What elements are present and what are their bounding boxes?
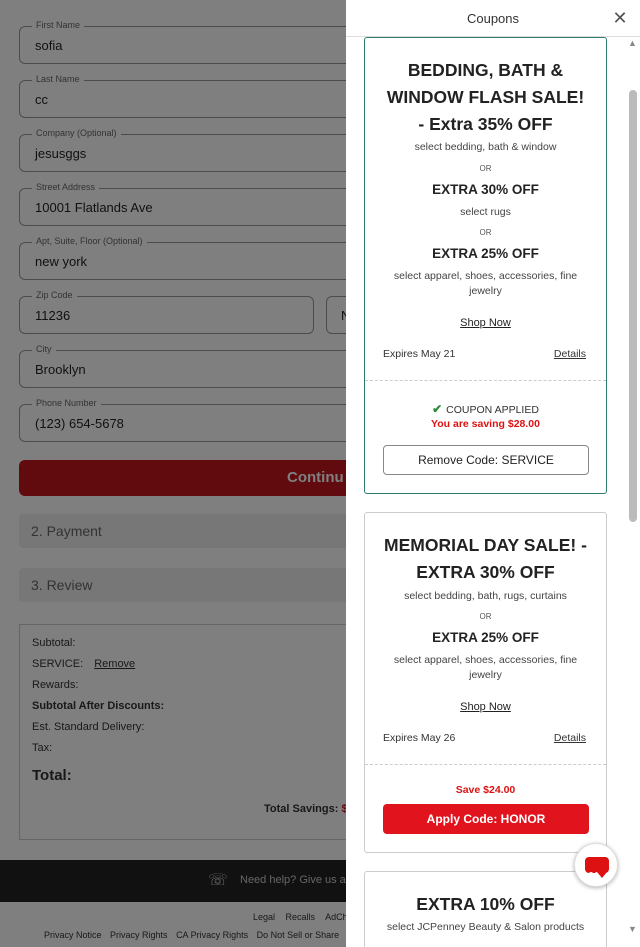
coupon-details-link[interactable]: Details (553, 732, 586, 744)
coupon-headline-line: EXTRA 10% OFF (416, 894, 555, 914)
coupon-headline (365, 891, 606, 918)
chat-button[interactable] (574, 843, 618, 887)
coupon-divider (365, 764, 606, 765)
drawer-header (346, 0, 640, 37)
coupon-applied-status (365, 402, 606, 416)
coupon-or-2: OR (479, 228, 492, 237)
coupon-headline-line: MEMORIAL DAY SALE! - (384, 535, 587, 555)
coupon-offer-2: EXTRA 25% OFF (432, 630, 539, 645)
coupon-sub-1: select bedding, bath & window (414, 141, 557, 153)
coupons-drawer (346, 0, 640, 947)
coupon-headline (365, 532, 606, 586)
scroll-up-icon[interactable]: ▲ (628, 38, 637, 48)
drawer-title: Coupons (466, 11, 520, 26)
close-icon[interactable]: ✕ (612, 8, 628, 28)
shop-now-link[interactable]: Shop Now (460, 701, 511, 713)
coupon-or-1: OR (479, 164, 492, 173)
check-icon: ✔ (432, 402, 443, 416)
coupon-card-memorial-day (364, 512, 607, 853)
chat-icon (585, 857, 609, 873)
apply-code-button[interactable]: Apply Code: HONOR (383, 804, 589, 834)
coupon-headline-line: - Extra 35% OFF (418, 114, 553, 134)
coupon-saving-text: Save $24.00 (455, 784, 516, 796)
coupon-saving-text: You are saving $28.00 (431, 418, 540, 430)
shop-now-wrap (365, 697, 606, 715)
shop-now-link[interactable]: Shop Now (460, 317, 511, 329)
coupon-offer-2: EXTRA 30% OFF (432, 182, 539, 197)
coupon-applied-text: COUPON APPLIED (446, 404, 539, 416)
coupon-details-link[interactable]: Details (553, 348, 586, 360)
coupon-headline (365, 57, 606, 138)
scroll-down-icon[interactable]: ▼ (628, 924, 637, 934)
coupon-divider (365, 380, 606, 381)
coupon-offer-3: EXTRA 25% OFF (432, 246, 539, 261)
coupon-sub-1: select bedding, bath, rugs, curtains (404, 590, 567, 602)
coupon-expires: Expires May 21 (383, 348, 456, 360)
coupon-sub-3: select apparel, shoes, accessories, fine jewelry (393, 270, 578, 297)
scrollbar-thumb[interactable] (629, 90, 637, 522)
coupon-card-bedding-bath (364, 37, 607, 494)
coupon-sub-2: select apparel, shoes, accessories, fine jewelry (393, 654, 578, 681)
coupon-expires: Expires May 26 (383, 732, 456, 744)
scrollbar[interactable] (626, 38, 640, 947)
coupon-or-1: OR (479, 612, 492, 621)
shop-now-wrap (365, 313, 606, 331)
remove-code-button[interactable]: Remove Code: SERVICE (383, 445, 589, 475)
coupon-headline-line: WINDOW FLASH SALE! (386, 87, 585, 107)
coupon-sub-1: select JCPenney Beauty & Salon products (386, 921, 585, 933)
coupon-headline-line: EXTRA 30% OFF (416, 562, 555, 582)
coupon-sub-2: select rugs (460, 206, 511, 218)
coupon-headline-line: BEDDING, BATH & (407, 60, 564, 80)
coupon-card-extra-10 (364, 871, 607, 947)
